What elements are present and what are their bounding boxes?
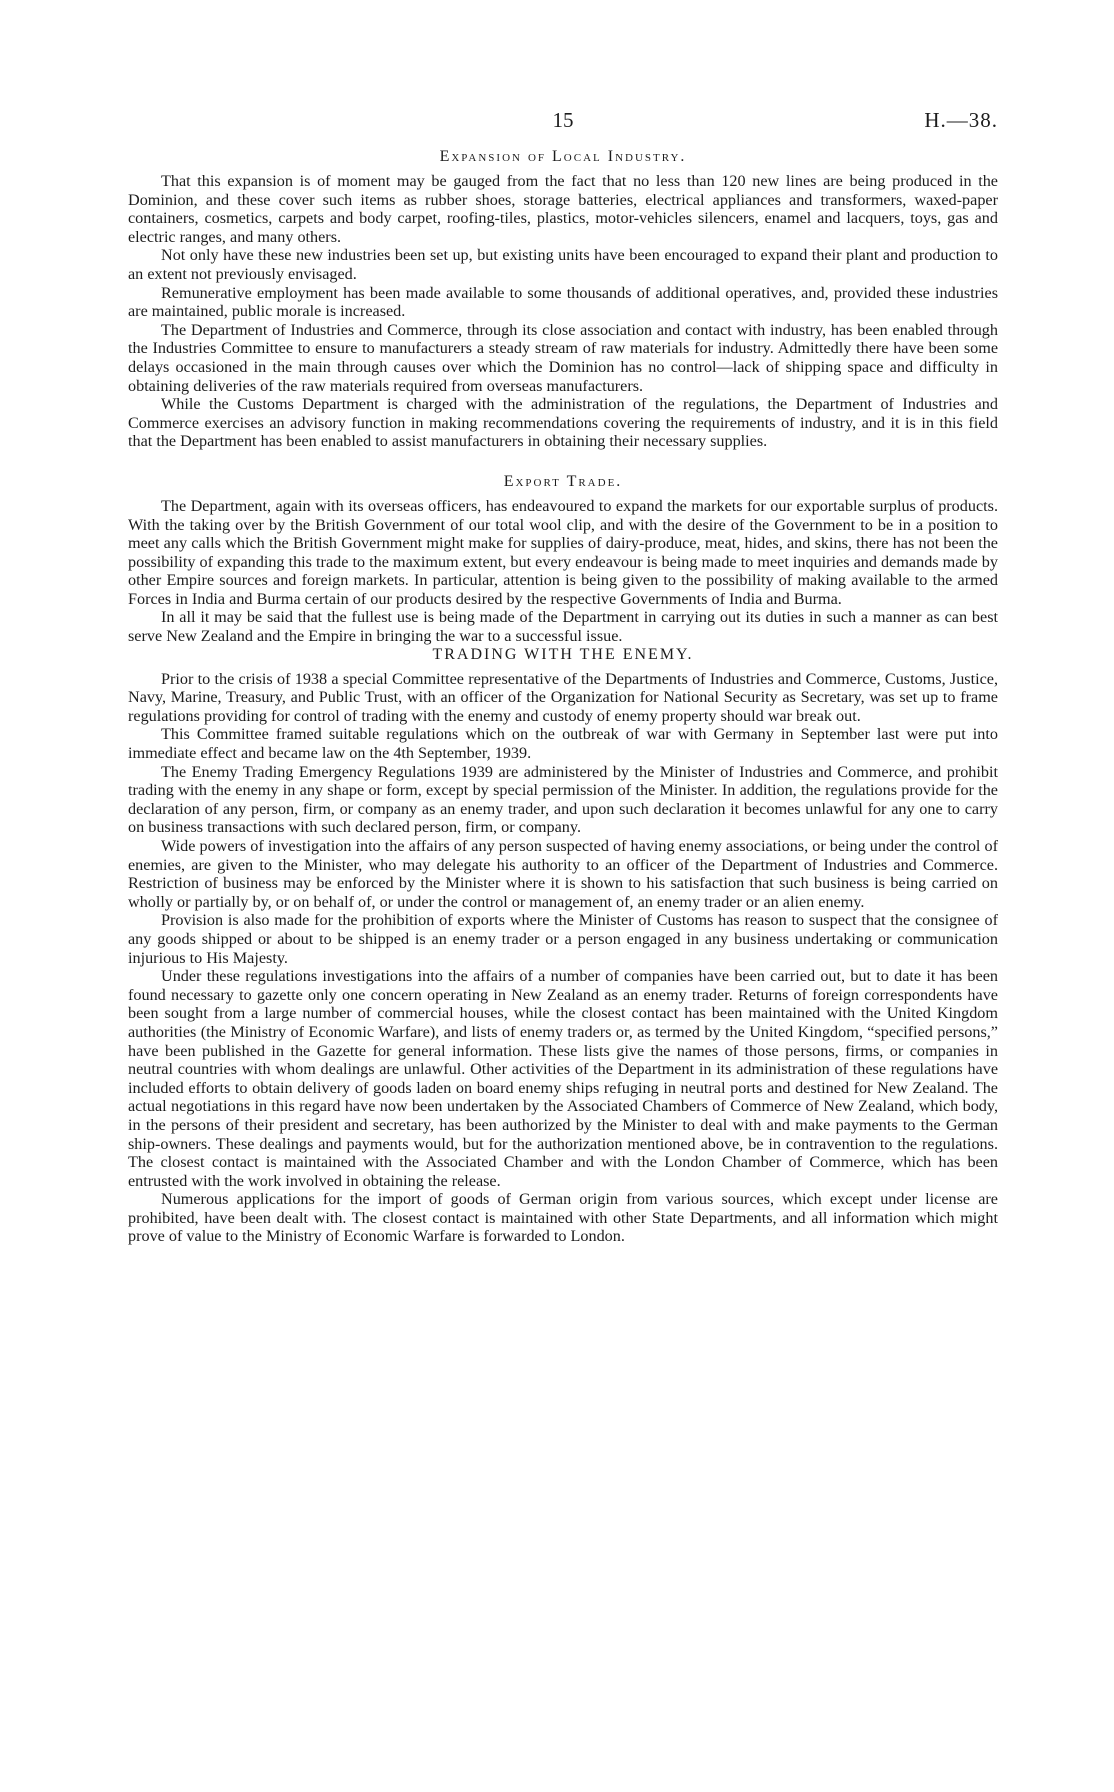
paragraph: Provision is also made for the prohibition of exports where the Minister of Customs has reason to suspect that the consignee of any goods shipped or about to be shipped is an enemy trader or a person engaged in any business undertaking or communication injurious to His Majesty. [128, 911, 998, 967]
paragraph: Numerous applications for the import of goods of German origin from various sources, which except under license are prohibited, have been dealt with. The closest contact is maintained with other State Departments, and all information which might prove of value to the Ministry of Economic Warfare is forwarded to London. [128, 1190, 998, 1246]
paragraph: This Committee framed suitable regulations which on the outbreak of war with Germany in September last were put into immediate effect and became law on the 4th September, 1939. [128, 725, 998, 763]
paragraph: Remunerative employment has been made available to some thousands of additional operatives, and, provided these industries are maintained, public morale is increased. [128, 283, 998, 321]
paragraph: Under these regulations investigations into the affairs of a number of companies have been carried out, but to date it has been found necessary to gazette only one concern operating in New Zealand as an enemy trader. Returns of foreign correspondents have been sought from a large number of commercial houses, while the closest contact has been maintained with the United Kingdom authorities (the Ministry of Economic Warfare), and lists of enemy traders or, as termed by the United Kingdom, “specified persons,” have been published in the Gazette for general information. These lists give the names of those persons, firms, or companies in neutral countries with whom dealings are unlawful. Other activities of the Department in its administration of these regulations have included efforts to obtain delivery of goods laden on board enemy ships refuging in neutral ports and destined for New Zealand. The actual negotiations in this regard have now been undertaken by the Associated Chambers of Commerce of New Zealand, which body, in the persons of their president and secretary, has been authorized by the Minister to deal with and make payments to the German ship-owners. These dealings and payments would, but for the authorization mentioned above, be in contravention to the regulations. The closest contact is maintained with the Associated Chamber and with the London Chamber of Commerce, which has been entrusted with the work involved in obtaining the release. [128, 967, 998, 1190]
paragraph: The Department of Industries and Commerce, through its close association and contact with industry, has been enabled through the Industries Committee to ensure to manufacturers a steady stream of raw materials for industry. Admittedly there have been some delays occasioned in the main through causes over which the Dominion has no control—lack of shipping space and difficulty in obtaining deliveries of the raw materials required from overseas manufacturers. [128, 320, 998, 395]
document-page [128, 100, 998, 1246]
paragraph: That this expansion is of moment may be gauged from the fact that no less than 120 new lines are being produced in the Dominion, and these cover such items as rubber shoes, storage batteries, electrical appliances and transformers, waxed-paper containers, cosmetics, carpets and body carpet, roofing-tiles, plastics, motor-vehicles silencers, enamel and lacquers, toys, gas and electric ranges, and many others. [128, 172, 998, 246]
paragraph: Not only have these new industries been set up, but existing units have been encouraged to expand their plant and production to an extent not previously envisaged. [128, 246, 998, 283]
page-number: 15 [552, 108, 574, 132]
section-trading-with-the-enemy [128, 646, 998, 1246]
section-heading: Expansion of Local Industry. [439, 148, 687, 165]
section-spacer [128, 451, 998, 465]
paragraph: In all it may be said that the fullest use is being made of the Department in carrying out its duties in such a manner as can best serve New Zealand and the Empire in bringing the war to a successful issue. [128, 608, 998, 646]
section-export-trade [128, 473, 998, 646]
paragraph: While the Customs Department is charged with the administration of the regulations, the Department of Industries and Commerce exercises an advisory function in making recommendations covering the requirements of industry, and it is in this field that the Department has been enabled to assist manufacturers in obtaining their necessary supplies. [128, 395, 998, 451]
document-code: H.—38. [924, 108, 998, 132]
page-header [128, 100, 998, 140]
section-heading: Export Trade. [503, 472, 623, 490]
paragraph: The Department, again with its overseas officers, has endeavoured to expand the markets for our exportable surplus of products. With the taking over by the British Government of our total wool clip, and with the desire of the Government to be in a position to meet any calls which the British Government might make for supplies of dairy-produce, meat, hides, and skins, there has not been the possibility of expanding this trade to the maximum extent, but every endeavour is being made to meet inquiries and demands made by other Empire sources and foreign markets. In particular, attention is being given to the possibility of making available to the armed Forces in India and Burma certain of our products desired by the respective Governments of India and Burma. [128, 496, 998, 608]
section-heading: TRADING WITH THE ENEMY. [432, 645, 694, 663]
paragraph: Prior to the crisis of 1938 a special Committee representative of the Departments of Industries and Commerce, Customs, Justice, Navy, Marine, Treasury, and Public Trust, with an officer of the Organization for National Security as Secretary, was set up to frame regulations providing for control of trading with the enemy and custody of enemy property should war break out. [128, 669, 998, 725]
paragraph: Wide powers of investigation into the affairs of any person suspected of having enemy associations, or being under the control of enemies, are given to the Minister, who may delegate his authority to an officer of the Department of Industries and Commerce. Restriction of business may be enforced by the Minister where it is shown to his satisfaction that such business is being carried on wholly or partially by, or on behalf of, or under the control or management of, an enemy trader or an alien enemy. [128, 837, 998, 911]
paragraph: The Enemy Trading Emergency Regulations 1939 are administered by the Minister of Industries and Commerce, and prohibit trading with the enemy in any shape or form, except by special permission of the Minister. In addition, the regulations provide for the declaration of any person, firm, or company as an enemy trader, and upon such declaration it becomes unlawful for any one to carry on business transactions with such declared person, firm, or company. [128, 762, 998, 837]
section-expansion-of-local-industry [128, 148, 998, 451]
